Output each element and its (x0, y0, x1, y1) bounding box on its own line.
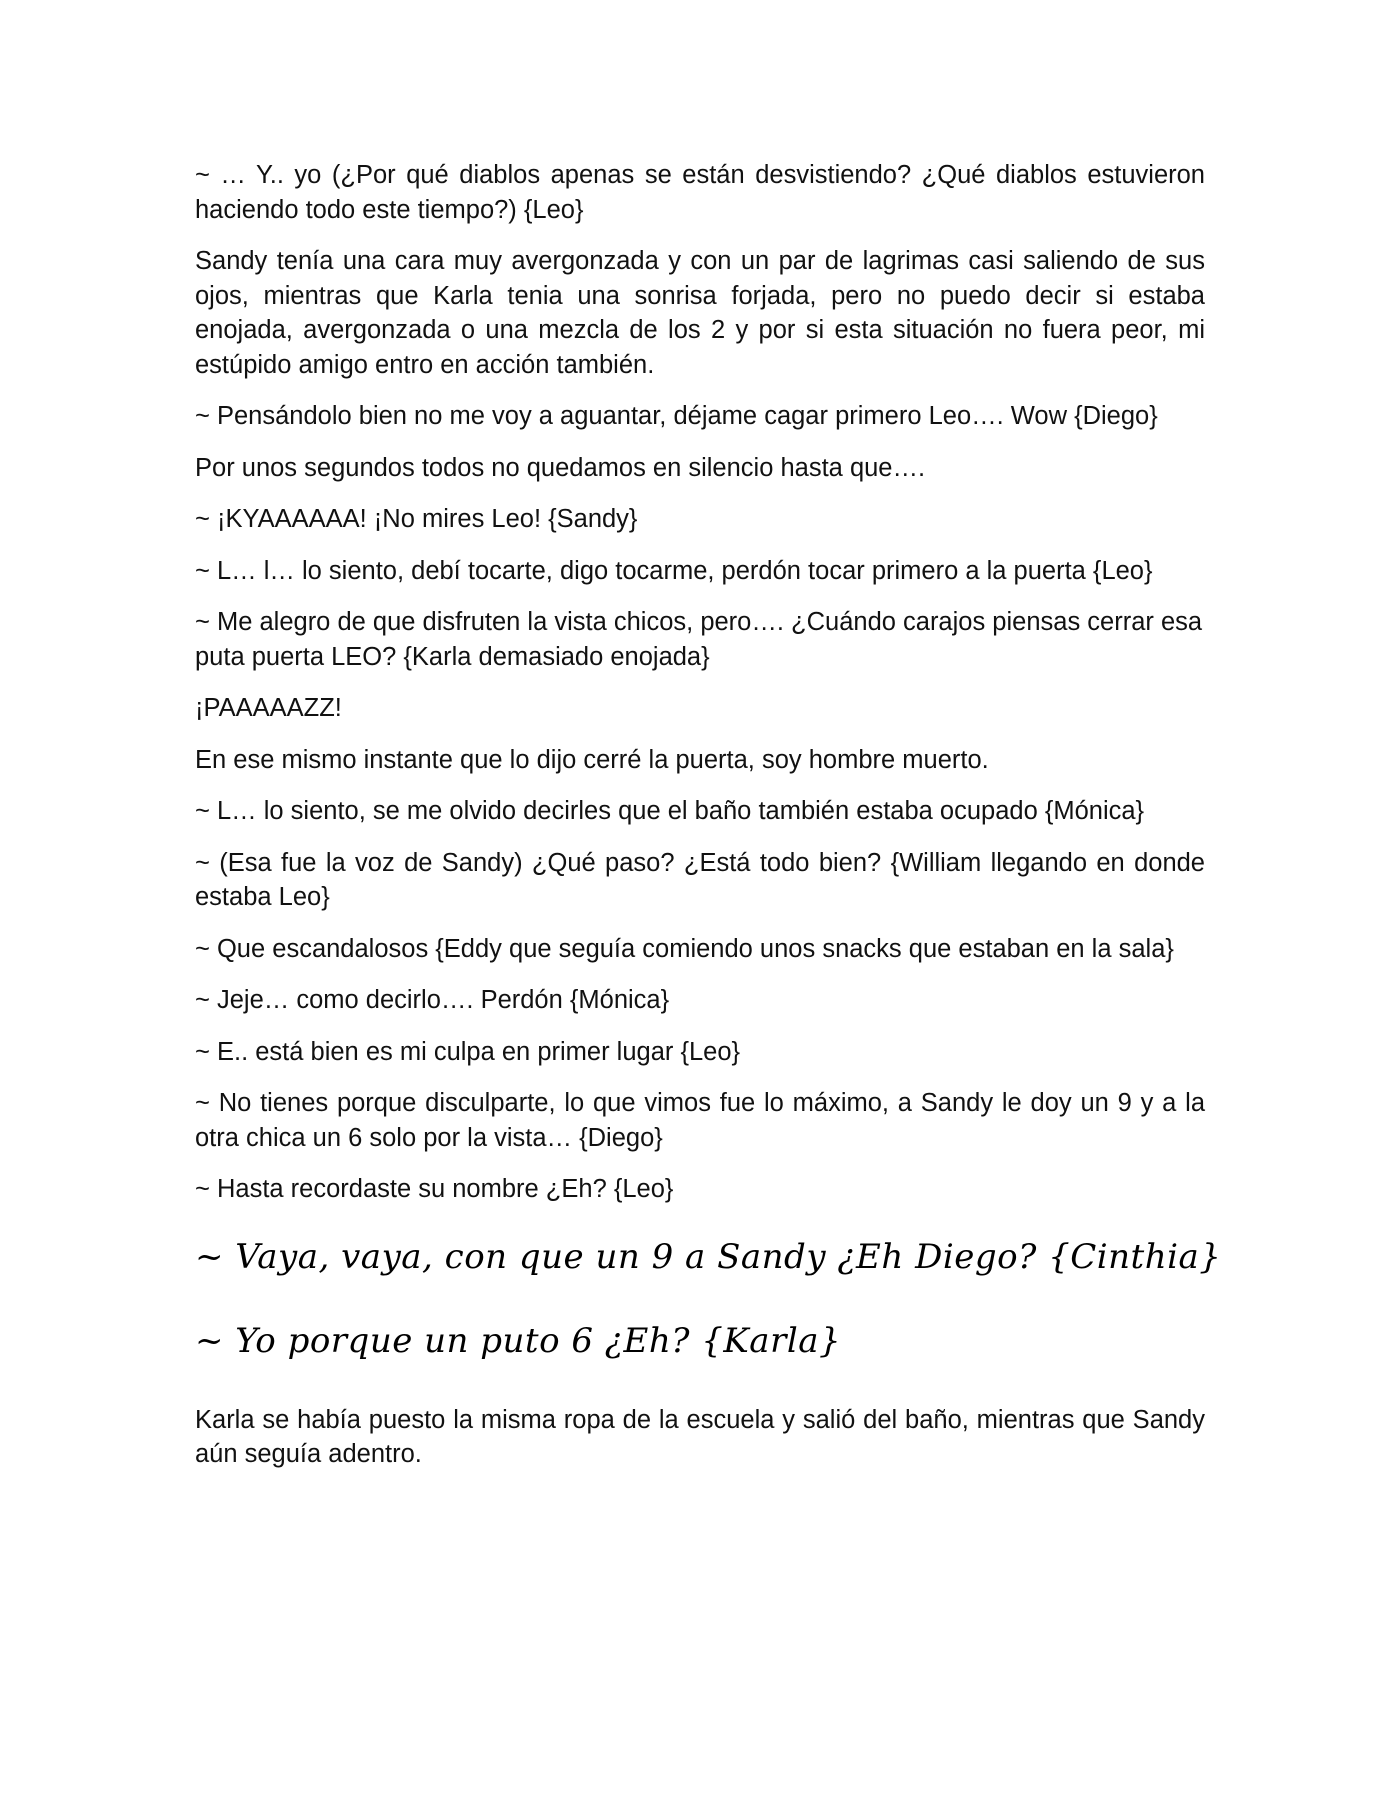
paragraph-diego-line: ~ Pensándolo bien no me voy a aguantar, déjame cagar primero Leo…. Wow {Diego} (195, 402, 1158, 430)
handwritten-line-karla: ~ Yo porque un puto 6 ¿Eh? {Karla} (195, 1320, 842, 1361)
paragraph-eddy-snacks: ~ Que escandalosos {Eddy que seguía comiendo unos snacks que estaban en la sala} (195, 934, 1174, 963)
handwritten-line-cinthia: ~ Vaya, vaya, con que un 9 a Sandy ¿Eh Diego? {Cinthia} (195, 1236, 1222, 1277)
paragraph-slap-sound: ¡PAAAAAZZ! (195, 694, 342, 722)
paragraph-leo-name: ~ Hasta recordaste su nombre ¿Eh? {Leo} (195, 1175, 674, 1203)
paragraph-narration-sandy-karla: Sandy tenía una cara muy avergonzada y con un par de lagrimas casi saliendo de sus ojos, mientras que Karla tenia una sonrisa forjada, pero no puedo decir si estaba enojada, avergonzada o una mezcla de los 2 y por si esta situación no fuera peor, mi estúpido amigo entro en acción también. (195, 247, 1205, 379)
paragraph-door-closed: En ese mismo instante que lo dijo cerré la puerta, soy hombre muerto. (195, 745, 989, 774)
paragraph-closing: Karla se había puesto la misma ropa de la escuela y salió del baño, mientras que Sandy aún seguía adentro. (195, 1405, 1205, 1468)
paragraph-monica-sorry: ~ L… lo siento, se me olvido decirles que el baño también estaba ocupado {Mónica} (195, 797, 1145, 825)
paragraph-sandy-scream: ~ ¡KYAAAAAA! ¡No mires Leo! {Sandy} (195, 505, 638, 533)
document-page (195, 158, 1222, 1489)
paragraph-karla-angry: ~ Me alegro de que disfruten la vista chicos, pero…. ¿Cuándo carajos piensas cerrar esa puta puerta LEO? {Karla demasiado enojada} (195, 608, 1203, 671)
paragraph-leo-fault: ~ E.. está bien es mi culpa en primer lugar {Leo} (195, 1037, 741, 1066)
paragraph-leo-apology: ~ L… l… lo siento, debí tocarte, digo tocarme, perdón tocar primero a la puerta {Leo} (195, 556, 1153, 585)
paragraph-william-arrives: ~ (Esa fue la voz de Sandy) ¿Qué paso? ¿Está todo bien? {William llegando en donde estaba Leo} (195, 848, 1205, 911)
paragraph-silence: Por unos segundos todos no quedamos en silencio hasta que…. (195, 453, 926, 482)
paragraph-monica-jeje: ~ Jeje… como decirlo…. Perdón {Mónica} (195, 986, 670, 1014)
paragraph-diego-rating: ~ No tienes porque disculparte, lo que vimos fue lo máximo, a Sandy le doy un 9 y a la otra chica un 6 solo por la vista… {Diego} (195, 1089, 1205, 1152)
paragraph-leo-thinking: ~ … Y.. yo (¿Por qué diablos apenas se están desvistiendo? ¿Qué diablos estuvieron haciendo todo este tiempo?) {Leo} (195, 161, 1205, 224)
